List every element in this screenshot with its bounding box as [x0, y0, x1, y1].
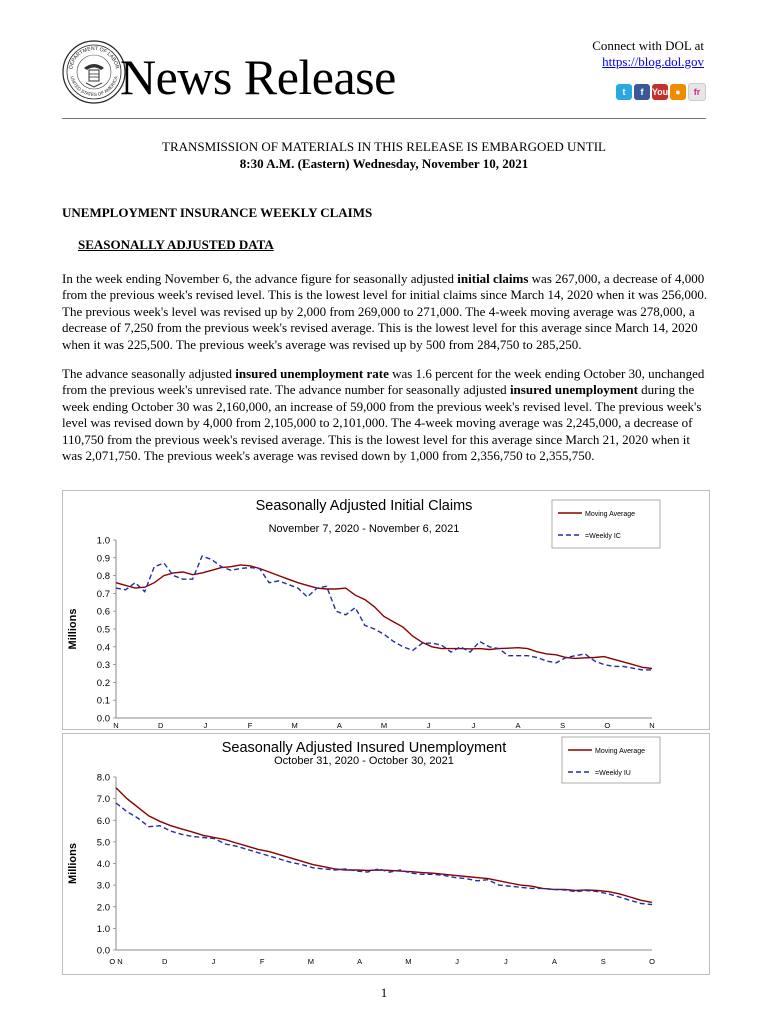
y-tick-label: 0.2 [96, 677, 110, 689]
y-tick-label: 7.0 [96, 794, 110, 806]
y-tick-label: 0.0 [96, 713, 110, 725]
x-tick-label: J [426, 721, 431, 730]
y-tick-label: 5.0 [96, 837, 110, 849]
section-title: UNEMPLOYMENT INSURANCE WEEKLY CLAIMS [62, 205, 373, 220]
header-divider [62, 118, 706, 119]
subsection-title: SEASONALLY ADJUSTED DATA [78, 237, 274, 252]
y-tick-label: 0.1 [96, 695, 110, 707]
chart-subtitle: October 31, 2020 - October 30, 2021 [274, 755, 454, 767]
y-tick-label: 0.5 [96, 624, 110, 636]
x-tick-label: A [336, 721, 342, 730]
x-tick-label: F [259, 957, 265, 966]
text-run: during the week ending October 30 was 2,160,000, an increase of 59,000 from the previous week's revised level. The previous week's level was revised down by 4,000 from 2,105,000 to 2,101,000. The 4-week moving average was 2,245,000, a decrease of 110,750 from the previous week's revised average. This is the lowest level for this average since March 21, 2020 when it was 2,071,750. The previous week's average was revised down by 1,000 from 2,356,750 to 2,355,750. [62, 382, 702, 464]
y-tick-label: 1.0 [96, 923, 110, 935]
social-icons [616, 82, 706, 102]
legend-label: =Weekly IU [595, 770, 631, 777]
x-tick-label: O [649, 957, 655, 966]
flickr-icon[interactable]: fr [688, 83, 706, 101]
bold-term: insured unemployment rate [235, 366, 389, 381]
y-tick-label: 8.0 [96, 772, 110, 784]
x-tick-label: S [600, 957, 606, 966]
y-tick-label: 0.7 [96, 588, 110, 600]
svg-text:UNITED STATES OF AMERICA: UNITED STATES OF AMERICA [69, 75, 119, 98]
text-run: was 267,000, a decrease of 4,000 from the previous week's revised level. This is the lowest level for initial claims since March 14, 2020 when it was 256,000. The previous week's level was revised up by 2,000 from 269,000 to 271,000. The 4-week moving average was 278,000, a decrease of 7,250 from the previous week's revised average. This is the lowest level for this average since March 14, 2020 when it was 225,500. The previous week's average was revised up by 500 from 284,750 to 285,250. [62, 271, 708, 352]
bold-term: insured unemployment [509, 382, 638, 398]
y-tick-label: 2.0 [96, 902, 110, 914]
x-tick-label: M [405, 957, 412, 966]
chart-title: Seasonally Adjusted Insured Unemployment [221, 740, 507, 756]
x-tick-label: J [455, 957, 459, 966]
y-axis-label: Millions [67, 843, 79, 884]
embargo-date: 8:30 A.M. (Eastern) Wednesday, November 10, 2021 [239, 156, 529, 171]
text-run: was 1.6 percent for the week ending October 30, unchanged from the previous week's unrevised rate. The advance number for seasonally adjusted [62, 366, 705, 398]
connect-block [592, 38, 704, 70]
x-tick-label: M [307, 957, 315, 966]
connect-label: Connect with DOL at [592, 38, 704, 53]
x-tick-label: J [203, 721, 208, 730]
y-tick-label: 0.8 [96, 571, 110, 583]
y-tick-label: 0.6 [96, 606, 110, 618]
text-run: In the week ending November 6, the advance figure for seasonally adjusted [62, 271, 458, 286]
legend-label: =Weekly IC [585, 533, 621, 540]
legend-box [552, 500, 660, 548]
dol-seal [62, 40, 126, 104]
x-tick-label: M [291, 721, 298, 730]
y-tick-label: 3.0 [96, 880, 110, 892]
y-tick-label: 6.0 [96, 815, 110, 827]
x-tick-label: J [211, 957, 216, 966]
twitter-icon[interactable]: t [616, 84, 632, 100]
y-tick-label: 4.0 [96, 859, 110, 870]
x-tick-label: N [649, 721, 655, 730]
x-tick-label: J [503, 957, 508, 966]
page-number: 1 [380, 985, 388, 1000]
x-tick-label: A [357, 957, 363, 966]
bold-term: initial claims [457, 271, 529, 286]
y-tick-label: 0.4 [96, 642, 110, 654]
x-tick-label: N [113, 721, 119, 730]
x-tick-label: J [471, 721, 476, 730]
x-tick-label: A [515, 721, 521, 730]
text-run: The advance seasonally adjusted [62, 366, 236, 381]
page-title: News Release [120, 49, 396, 105]
y-tick-label: 0.9 [96, 553, 110, 565]
youtube-icon[interactable]: You [652, 84, 668, 100]
x-tick-label: O [604, 721, 611, 730]
x-tick-label: D [162, 957, 168, 966]
blog-icon[interactable]: ● [670, 84, 686, 100]
blog-link[interactable]: https://blog.dol.gov [602, 54, 704, 69]
y-tick-label: 0.3 [96, 660, 110, 672]
x-tick-label: O N [109, 957, 123, 966]
x-tick-label: F [247, 721, 253, 730]
x-tick-label: S [560, 721, 566, 730]
chart-subtitle: November 7, 2020 - November 6, 2021 [268, 523, 460, 535]
facebook-icon[interactable]: f [634, 84, 650, 100]
y-tick-label: 0.0 [96, 945, 110, 957]
y-tick-label: 1.0 [96, 535, 110, 547]
x-tick-label: D [157, 721, 164, 730]
x-tick-label: A [552, 957, 558, 966]
initial-claims-chart [62, 490, 710, 730]
embargo-line: TRANSMISSION OF MATERIALS IN THIS RELEASE IS EMBARGOED UNTIL [162, 139, 606, 154]
x-tick-label: M [380, 721, 388, 730]
chart-title: Seasonally Adjusted Initial Claims [255, 498, 473, 514]
initial-claims-paragraph [62, 271, 710, 353]
embargo-notice [62, 138, 706, 172]
insured-unemployment-chart [62, 733, 710, 975]
svg-text:DEPARTMENT OF LABOR: DEPARTMENT OF LABOR [68, 45, 120, 70]
legend-label: Moving Average [595, 748, 646, 755]
y-axis-label: Millions [67, 608, 79, 650]
legend-label: Moving Average [585, 511, 636, 518]
insured-unemployment-paragraph [62, 366, 710, 464]
